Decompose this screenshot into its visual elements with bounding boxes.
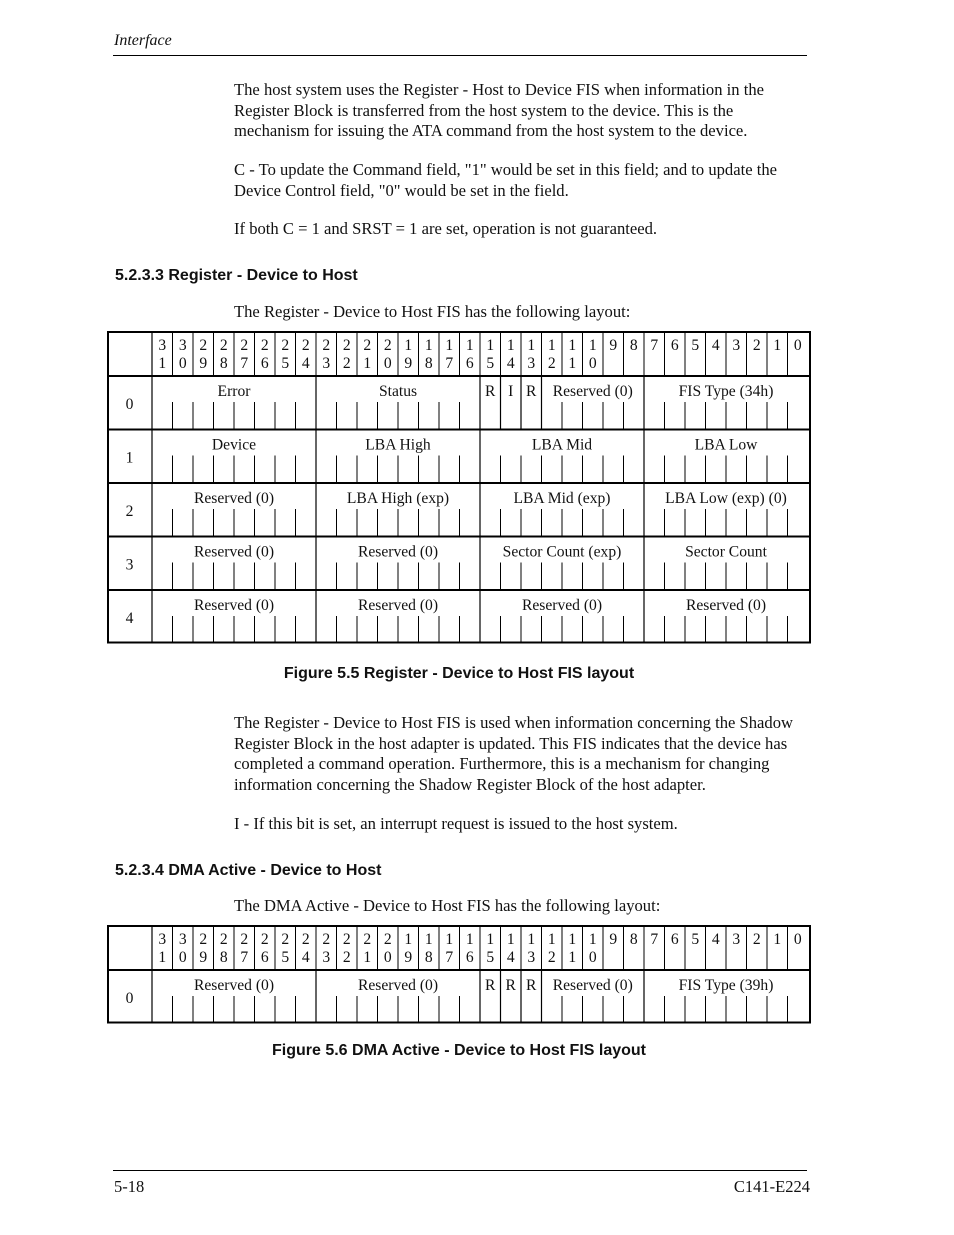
bit-number-label: 2 <box>260 931 269 948</box>
bit-number-label: 0 <box>793 337 802 354</box>
bit-number-label: 8 <box>424 949 433 966</box>
bit-number-label: 2 <box>322 931 331 948</box>
bit-number-label: 1 <box>363 949 372 966</box>
field-label: Reserved (0) <box>521 597 603 614</box>
bit-number-label: 6 <box>670 931 679 948</box>
bit-number-label: 8 <box>219 355 228 372</box>
bit-number-label: 2 <box>547 355 556 372</box>
bit-number-label: 1 <box>588 337 597 354</box>
bit-number-label: 6 <box>260 355 269 372</box>
bit-number-label: 5 <box>486 949 495 966</box>
bit-number-label: 3 <box>527 949 536 966</box>
bit-number-label: 0 <box>178 355 187 372</box>
bit-number-label: 1 <box>506 337 515 354</box>
field-label: Reserved (0) <box>193 490 275 507</box>
bit-number-label: 2 <box>342 949 351 966</box>
bit-number-label: 7 <box>240 355 249 372</box>
section-heading-5-2-3-3: 5.2.3.3 Register - Device to Host <box>115 267 358 284</box>
bit-number-label: 1 <box>363 355 372 372</box>
bit-number-label: 6 <box>465 355 474 372</box>
bit-number-label: 9 <box>199 949 208 966</box>
bit-number-label: 1 <box>547 337 556 354</box>
header-rule <box>113 55 807 56</box>
bit-number-label: 5 <box>281 355 290 372</box>
bit-number-label: 2 <box>281 931 290 948</box>
bit-number-label: 3 <box>178 337 187 354</box>
bit-number-label: 2 <box>342 355 351 372</box>
bit-number-label: 1 <box>445 337 454 354</box>
bit-number-label: 6 <box>670 337 679 354</box>
bit-number-label: 3 <box>158 337 167 354</box>
intro-paragraph-3: If both C = 1 and SRST = 1 are set, operation is not guaranteed. <box>234 219 658 238</box>
bit-number-label: 2 <box>342 337 351 354</box>
bit-number-label: 1 <box>486 337 495 354</box>
section2-lead: The DMA Active - Device to Host FIS has the following layout: <box>234 896 661 915</box>
bit-number-label: 1 <box>158 355 167 372</box>
field-label: Error <box>217 383 251 400</box>
bit-number-label: 0 <box>588 355 597 372</box>
page-number: 5-18 <box>114 1177 145 1196</box>
bit-number-label: 4 <box>711 931 720 948</box>
bit-number-label: 2 <box>219 337 228 354</box>
register-device-to-host-fis-table <box>107 331 811 645</box>
bit-number-label: 1 <box>527 931 536 948</box>
field-label: Sector Count <box>685 543 767 561</box>
bit-number-label: 1 <box>404 931 413 948</box>
bit-number-label: 2 <box>301 337 310 354</box>
bit-number-label: 2 <box>219 931 228 948</box>
bit-number-label: 9 <box>609 337 618 354</box>
bit-number-label: 2 <box>240 931 249 948</box>
bit-number-label: 1 <box>445 931 454 948</box>
bit-number-label: 4 <box>506 355 515 372</box>
field-label: Reserved (0) <box>685 597 767 614</box>
field-label: LBA High <box>365 436 431 454</box>
table-border <box>108 332 810 643</box>
bit-number-label: 4 <box>301 949 310 966</box>
bit-number-label: 7 <box>240 949 249 966</box>
bit-number-label: 1 <box>568 337 577 354</box>
bit-number-label: 9 <box>404 949 413 966</box>
bit-number-label: 2 <box>260 337 269 354</box>
field-label: LBA Mid <box>531 436 593 454</box>
bit-number-label: 2 <box>363 337 372 354</box>
field-label: R <box>526 383 537 400</box>
bit-number-label: 8 <box>629 337 638 354</box>
bit-number-label: 5 <box>281 949 290 966</box>
bit-number-label: 5 <box>691 337 700 354</box>
field-label: FIS Type (34h) <box>678 383 774 400</box>
section-heading-5-2-3-4: 5.2.3.4 DMA Active - Device to Host <box>115 862 382 879</box>
field-label: Reserved (0) <box>193 597 275 614</box>
field-label: LBA Low (exp) (0) <box>665 490 787 507</box>
field-label: LBA Low <box>694 436 758 454</box>
field-label: R <box>526 977 537 994</box>
footer-rule <box>113 1170 807 1171</box>
field-label: Reserved (0) <box>357 597 439 614</box>
bit-number-label: 1 <box>568 949 577 966</box>
bit-number-label: 0 <box>383 949 392 966</box>
bit-number-label: 2 <box>342 931 351 948</box>
bit-number-label: 1 <box>465 931 474 948</box>
bit-number-label: 1 <box>588 931 597 948</box>
dword-index: 2 <box>125 502 134 520</box>
bit-number-label: 8 <box>424 355 433 372</box>
bit-number-label: 1 <box>506 931 515 948</box>
dword-index: 1 <box>125 449 134 467</box>
bit-number-label: 9 <box>404 355 413 372</box>
bit-number-label: 2 <box>752 337 761 354</box>
bit-number-label: 2 <box>301 931 310 948</box>
bit-number-label: 5 <box>486 355 495 372</box>
dword-index: 0 <box>125 989 134 1007</box>
bit-number-label: 2 <box>240 337 249 354</box>
field-label: Reserved (0) <box>552 977 633 994</box>
dma-active-device-to-host-fis-table <box>107 925 811 1023</box>
bit-number-label: 2 <box>383 337 392 354</box>
bit-number-label: 6 <box>465 949 474 966</box>
field-label: Sector Count (exp) <box>502 543 622 561</box>
field-label: I <box>508 383 514 400</box>
bit-number-label: 3 <box>732 337 741 354</box>
bit-number-label: 1 <box>547 931 556 948</box>
field-label: Reserved (0) <box>552 383 633 400</box>
running-header: Interface <box>114 32 172 49</box>
bit-number-label: 1 <box>465 337 474 354</box>
bit-number-label: 6 <box>260 949 269 966</box>
bit-number-label: 1 <box>773 931 782 948</box>
bit-number-label: 2 <box>547 949 556 966</box>
bit-number-label: 1 <box>568 931 577 948</box>
section1-body-paragraph-2: I - If this bit is set, an interrupt request is issued to the host system. <box>234 814 678 833</box>
bit-number-label: 2 <box>363 931 372 948</box>
figure-5-6-caption: Figure 5.6 DMA Active - Device to Host FIS layout <box>272 1042 646 1059</box>
bit-number-label: 0 <box>383 355 392 372</box>
bit-number-label: 7 <box>650 931 659 948</box>
bit-number-label: 1 <box>404 337 413 354</box>
bit-number-label: 7 <box>445 949 454 966</box>
bit-number-label: 4 <box>301 355 310 372</box>
bit-number-label: 3 <box>158 931 167 948</box>
bit-number-label: 0 <box>793 931 802 948</box>
field-label: Reserved (0) <box>357 543 439 561</box>
dword-index: 3 <box>125 556 134 574</box>
field-label: R <box>505 977 516 994</box>
bit-number-label: 3 <box>527 355 536 372</box>
bit-number-label: 2 <box>322 337 331 354</box>
bit-number-label: 2 <box>383 931 392 948</box>
bit-number-label: 7 <box>650 337 659 354</box>
bit-number-label: 1 <box>568 355 577 372</box>
bit-number-label: 8 <box>629 931 638 948</box>
figure-5-5-caption: Figure 5.5 Register - Device to Host FIS layout <box>283 665 635 682</box>
bit-number-label: 3 <box>732 931 741 948</box>
bit-number-label: 7 <box>445 355 454 372</box>
bit-number-label: 0 <box>588 949 597 966</box>
bit-number-label: 4 <box>711 337 720 354</box>
bit-number-label: 0 <box>178 949 187 966</box>
bit-number-label: 3 <box>322 355 331 372</box>
bit-number-label: 3 <box>178 931 187 948</box>
field-label: LBA High (exp) <box>346 490 450 507</box>
bit-number-label: 3 <box>322 949 331 966</box>
bit-number-label: 1 <box>773 337 782 354</box>
bit-number-label: 2 <box>199 337 208 354</box>
bit-number-label: 2 <box>752 931 761 948</box>
field-label: Device <box>211 436 257 454</box>
section1-lead: The Register - Device to Host FIS has the following layout: <box>234 302 631 321</box>
dword-index: 4 <box>125 609 134 627</box>
bit-number-label: 1 <box>424 931 433 948</box>
field-label: Status <box>378 383 418 400</box>
bit-number-label: 9 <box>199 355 208 372</box>
field-label: R <box>485 383 496 400</box>
section1-body-paragraph-1: The Register - Device to Host FIS is used when information concerning the Shadow Register Block in the host adapter is updated. This FIS indicates that the device has completed a command operation. Furthermore, this is a mechanism for changing information concerning the Shadow Register Block of the host adapter. <box>234 713 794 794</box>
bit-number-label: 9 <box>609 931 618 948</box>
field-label: LBA Mid (exp) <box>513 490 611 507</box>
field-label: R <box>485 977 496 994</box>
bit-number-label: 1 <box>158 949 167 966</box>
field-label: Reserved (0) <box>193 977 275 994</box>
bit-number-label: 1 <box>424 337 433 354</box>
bit-number-label: 8 <box>219 949 228 966</box>
intro-paragraph-1: The host system uses the Register - Host to Device FIS when information in the Register Block is transferred from the host system to the device. This is the mechanism for issuing the ATA command from the host system to the device. <box>234 80 764 141</box>
bit-number-label: 5 <box>691 931 700 948</box>
field-label: FIS Type (39h) <box>678 977 774 994</box>
field-label: Reserved (0) <box>193 543 275 561</box>
bit-number-label: 1 <box>527 337 536 354</box>
bit-number-label: 1 <box>486 931 495 948</box>
document-code: C141-E224 <box>733 1177 810 1196</box>
bit-number-label: 2 <box>199 931 208 948</box>
bit-number-label: 2 <box>281 337 290 354</box>
bit-number-label: 4 <box>506 949 515 966</box>
intro-paragraph-2: C - To update the Command field, "1" would be set in this field; and to update the Device Control field, "0" would be set in the field. <box>234 160 777 200</box>
dword-index: 0 <box>125 395 134 413</box>
field-label: Reserved (0) <box>357 977 439 994</box>
